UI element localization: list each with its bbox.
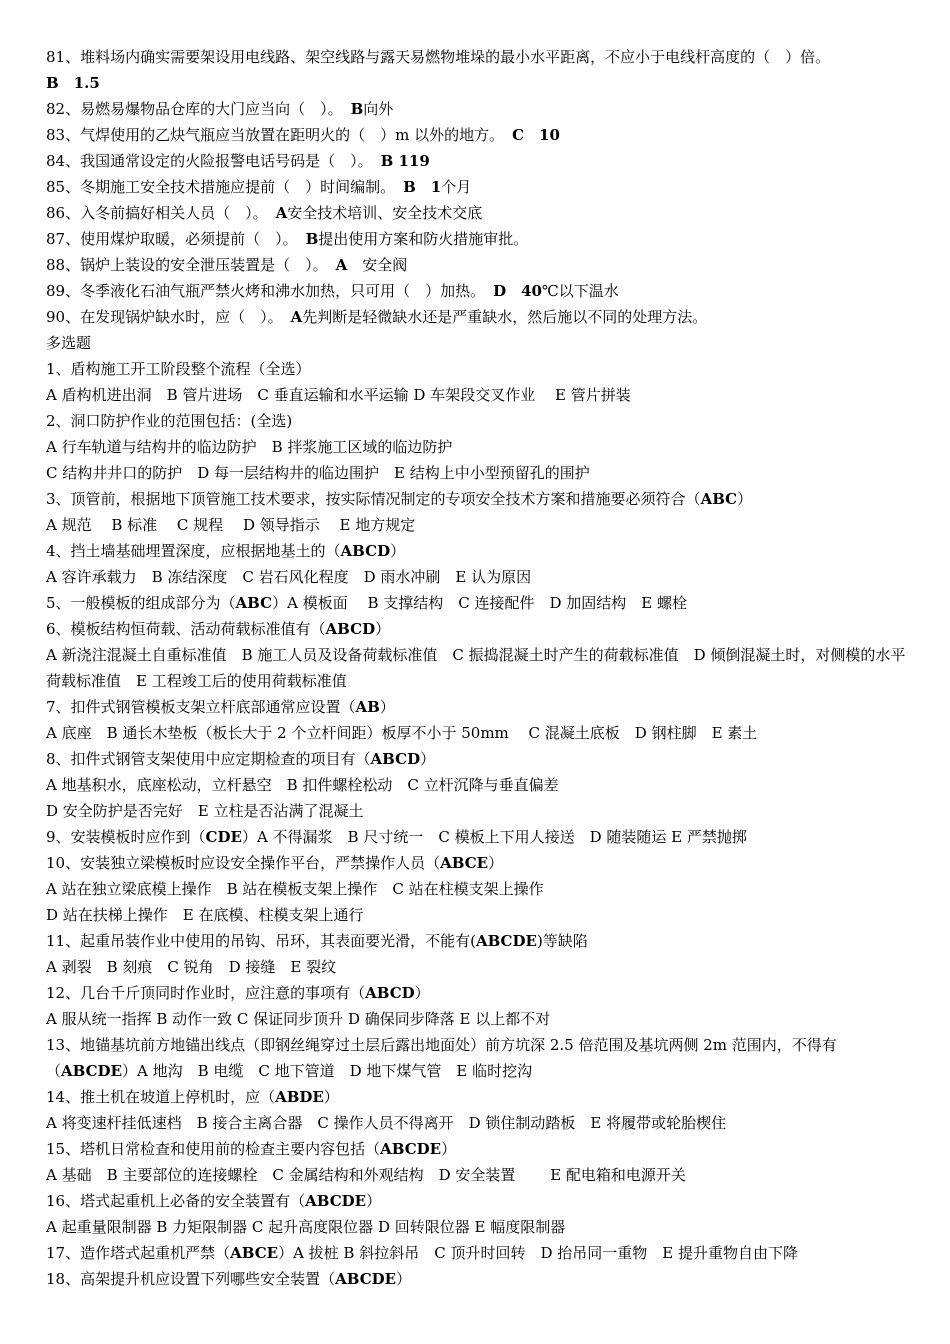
- line-text: A 地基积水，底座松动，立杆悬空 B 扣件螺栓松动 C 立杆沉降与垂直偏差: [46, 776, 559, 794]
- answer-text: A: [275, 204, 288, 222]
- line-text: A 规范 B 标准 C 规程 D 领导指示 E 地方规定: [46, 516, 416, 534]
- text-line: [46, 824, 916, 850]
- line-text: 8、扣件式钢管支架使用中应定期检查的项目有（: [46, 750, 371, 768]
- line-text: ）: [396, 1270, 412, 1288]
- line-text: ）: [390, 542, 406, 560]
- line-text: 1、盾构施工开工阶段整个流程（全选）: [46, 360, 311, 378]
- line-text: 88、锅炉上装设的安全泄压装置是（ ）。: [46, 256, 328, 274]
- line-text: ℃以下温水: [541, 282, 619, 300]
- line-text: ）A 模板面 B 支撑结构 C 连接配件 D 加固结构 E 螺栓: [272, 594, 688, 612]
- line-text: 86、入冬前搞好相关人员（ ）。: [46, 204, 268, 222]
- text-line: [46, 96, 916, 122]
- text-line: [46, 694, 916, 720]
- line-text: 81、堆料场内确实需要架设用电线路、架空线路与露天易燃物堆垛的最小水平距离，不应小于电线杆高度的（ ）倍。: [46, 48, 831, 66]
- text-line: [46, 512, 916, 538]
- line-text: 提出使用方案和防火措施审批。: [318, 230, 529, 248]
- answer-text: AB: [355, 698, 380, 716]
- answer-text: ABCD: [325, 620, 376, 638]
- answer-text: B 1.5: [46, 74, 100, 92]
- answer-text: ABCDE: [335, 1270, 397, 1288]
- text-line: [46, 148, 916, 174]
- text-line: [46, 278, 916, 304]
- line-text: ）: [737, 490, 753, 508]
- text-line: [46, 408, 916, 434]
- text-line: [46, 1214, 916, 1240]
- text-line: [46, 304, 916, 330]
- answer-text: ABCDE: [61, 1062, 122, 1080]
- line-text: A 容许承载力 B 冻结深度 C 岩石风化程度 D 雨水冲刷 E 认为原因: [46, 568, 532, 586]
- text-line: [46, 642, 916, 694]
- line-text: 3、顶管前，根据地下顶管施工技术要求，按实际情况制定的专项安全技术方案和措施要必须符合（: [46, 490, 701, 508]
- answer-text: C 10: [512, 126, 560, 144]
- text-line: [46, 850, 916, 876]
- line-text: 多选题: [46, 334, 92, 352]
- line-text: A 基础 B 主要部位的连接螺栓 C 金属结构和外观结构 D 安全装置 E 配电箱和电源开关: [46, 1166, 686, 1184]
- line-text: ）: [420, 750, 436, 768]
- line-text: A 起重量限制器 B 力矩限制器 C 起升高度限位器 D 回转限位器 E 幅度限制器: [46, 1218, 566, 1236]
- text-line: [46, 460, 916, 486]
- line-text: ）: [375, 620, 391, 638]
- line-text: 2、洞口防护作业的范围包括：(全选): [46, 412, 293, 430]
- line-text: D 安全防护是否完好 E 立柱是否沾满了混凝土: [46, 802, 364, 820]
- line-text: 11、起重吊装作业中使用的吊钩、吊环，其表面要光滑，不能有(: [46, 932, 476, 950]
- line-text: 14、推土机在坡道上停机时，应（: [46, 1088, 276, 1106]
- text-line: [46, 1032, 916, 1084]
- line-text: ）: [366, 1192, 382, 1210]
- text-line: [46, 200, 916, 226]
- line-text: 87、使用煤炉取暖，必须提前（ ）。: [46, 230, 298, 248]
- text-line: [46, 70, 916, 96]
- text-line: [46, 564, 916, 590]
- text-line: [46, 720, 916, 746]
- answer-text: A: [290, 308, 303, 326]
- text-line: [46, 590, 916, 616]
- line-text: 安全阀: [347, 256, 408, 274]
- document-page: [46, 44, 916, 1292]
- line-text: A 底座 B 通长木垫板（板长大于 2 个立杆间距）板厚不小于 50mm C 混凝土底板 D 钢柱脚 E 素土: [46, 724, 758, 742]
- line-text: 13、地锚基坑前方地锚出线点（即钢丝绳穿过土层后露出地面处）前方坑深 2.5 倍范围及基坑两侧 2m 范围内，不得有（: [46, 1036, 837, 1080]
- line-text: 6、模板结构恒荷载、活动荷载标准值有（: [46, 620, 326, 638]
- line-text: 16、塔式起重机上必备的安全装置有（: [46, 1192, 306, 1210]
- answer-text: ABCD: [365, 984, 415, 1002]
- line-text: A 新浇注混凝土自重标准值 B 施工人员及设备荷载标准值 C 振捣混凝土时产生的荷载标准值 D 倾倒混凝土时，对侧模的水平荷载标准值 E 工程竣工后的使用荷载标准值: [46, 646, 906, 690]
- text-line: [46, 1240, 916, 1266]
- text-line: [46, 538, 916, 564]
- text-line: [46, 382, 916, 408]
- line-text: D 站在扶梯上操作 E 在底模、柱模支架上通行: [46, 906, 364, 924]
- line-text: 4、挡土墙基础埋置深度，应根据地基土的（: [46, 542, 341, 560]
- answer-text: ABCE: [230, 1244, 279, 1262]
- line-text: A 盾构机进出洞 B 管片进场 C 垂直运输和水平运输 D 车架段交叉作业 E 管片拼装: [46, 386, 631, 404]
- line-text: 15、塔机日常检查和使用前的检查主要内容包括（: [46, 1140, 381, 1158]
- text-line: [46, 486, 916, 512]
- text-line: [46, 330, 916, 356]
- text-line: [46, 226, 916, 252]
- line-text: A 站在独立梁底模上操作 B 站在模板支架上操作 C 站在柱模支架上操作: [46, 880, 544, 898]
- answer-text: ABC: [700, 490, 738, 508]
- text-line: [46, 980, 916, 1006]
- answer-text: B 119: [380, 152, 430, 170]
- text-line: [46, 954, 916, 980]
- line-text: 安全技术培训、安全技术交底: [287, 204, 483, 222]
- answer-text: ABCDE: [305, 1192, 367, 1210]
- line-text: ）A 拔桩 B 斜拉斜吊 C 顶升时回转 D 抬吊同一重物 E 提升重物自由下降: [278, 1244, 798, 1262]
- line-text: 个月: [441, 178, 472, 196]
- line-text: 5、一般模板的组成部分为（: [46, 594, 236, 612]
- line-text: A 行车轨道与结构井的临边防护 B 拌浆施工区域的临边防护: [46, 438, 453, 456]
- text-line: [46, 1266, 916, 1292]
- answer-text: ABCE: [440, 854, 489, 872]
- line-text: 10、安装独立梁模板时应设安全操作平台，严禁操作人员（: [46, 854, 441, 872]
- answer-text: B 1: [403, 178, 442, 196]
- text-line: [46, 356, 916, 382]
- text-line: [46, 1110, 916, 1136]
- answer-text: ABCDE: [380, 1140, 442, 1158]
- answer-text: ABC: [235, 594, 273, 612]
- line-text: 83、气焊使用的乙炔气瓶应当放置在距明火的（ ）m 以外的地方。: [46, 126, 505, 144]
- text-line: [46, 746, 916, 772]
- answer-text: ABCDE: [475, 932, 537, 950]
- line-text: 85、冬期施工安全技术措施应提前（ ）时间编制。: [46, 178, 396, 196]
- answer-text: B: [305, 230, 319, 248]
- line-text: 82、易燃易爆物品仓库的大门应当向（ ）。: [46, 100, 343, 118]
- line-text: A 服从统一指挥 B 动作一致 C 保证同步顶升 D 确保同步降落 E 以上都不对: [46, 1010, 551, 1028]
- line-text: 先判断是轻微缺水还是严重缺水，然后施以不同的处理方法。: [302, 308, 708, 326]
- answer-text: D 40: [493, 282, 542, 300]
- line-text: A 剥裂 B 刻痕 C 锐角 D 接缝 E 裂纹: [46, 958, 337, 976]
- answer-text: A: [335, 256, 348, 274]
- answer-text: ABCD: [340, 542, 391, 560]
- text-line: [46, 122, 916, 148]
- text-line: [46, 1006, 916, 1032]
- text-line: [46, 1162, 916, 1188]
- text-line: [46, 1084, 916, 1110]
- line-text: 9、安装模板时应作到（: [46, 828, 206, 846]
- line-text: ）: [488, 854, 504, 872]
- answer-text: ABCD: [370, 750, 421, 768]
- text-line: [46, 928, 916, 954]
- line-text: 89、冬季液化石油气瓶严禁火烤和沸水加热，只可用（ ）加热。: [46, 282, 486, 300]
- text-line: [46, 1136, 916, 1162]
- text-line: [46, 434, 916, 460]
- text-line: [46, 902, 916, 928]
- text-line: [46, 876, 916, 902]
- answer-text: ABDE: [275, 1088, 324, 1106]
- line-text: )等缺陷: [536, 932, 588, 950]
- line-text: 84、我国通常设定的火险报警电话号码是（ ）。: [46, 152, 373, 170]
- line-text: 18、高架提升机应设置下列哪些安全装置（: [46, 1270, 336, 1288]
- text-line: [46, 1188, 916, 1214]
- answer-text: CDE: [205, 828, 242, 846]
- text-line: [46, 252, 916, 278]
- line-text: ）A 不得漏浆 B 尺寸统一 C 模板上下用人接送 D 随装随运 E 严禁抛掷: [241, 828, 747, 846]
- text-line: [46, 44, 916, 70]
- line-text: ）: [323, 1088, 339, 1106]
- line-text: C 结构井井口的防护 D 每一层结构井的临边围护 E 结构上中小型预留孔的围护: [46, 464, 590, 482]
- line-text: 12、几台千斤顶同时作业时，应注意的事项有（: [46, 984, 366, 1002]
- line-text: ）A 地沟 B 电缆 C 地下管道 D 地下煤气管 E 临时挖沟: [122, 1062, 533, 1080]
- answer-text: B: [350, 100, 364, 118]
- line-text: 17、造作塔式起重机严禁（: [46, 1244, 231, 1262]
- line-text: 90、在发现锅炉缺水时，应（ ）。: [46, 308, 283, 326]
- line-text: 向外: [363, 100, 394, 118]
- text-line: [46, 616, 916, 642]
- line-text: ）: [441, 1140, 457, 1158]
- text-line: [46, 174, 916, 200]
- line-text: A 将变速杆挂低速档 B 接合主离合器 C 操作人员不得离开 D 锁住制动踏板 E 将履带或轮胎楔住: [46, 1114, 727, 1132]
- line-text: ）: [379, 698, 395, 716]
- line-text: 7、扣件式钢管模板支架立杆底部通常应设置（: [46, 698, 356, 716]
- line-text: ）: [414, 984, 430, 1002]
- text-line: [46, 772, 916, 798]
- text-line: [46, 798, 916, 824]
